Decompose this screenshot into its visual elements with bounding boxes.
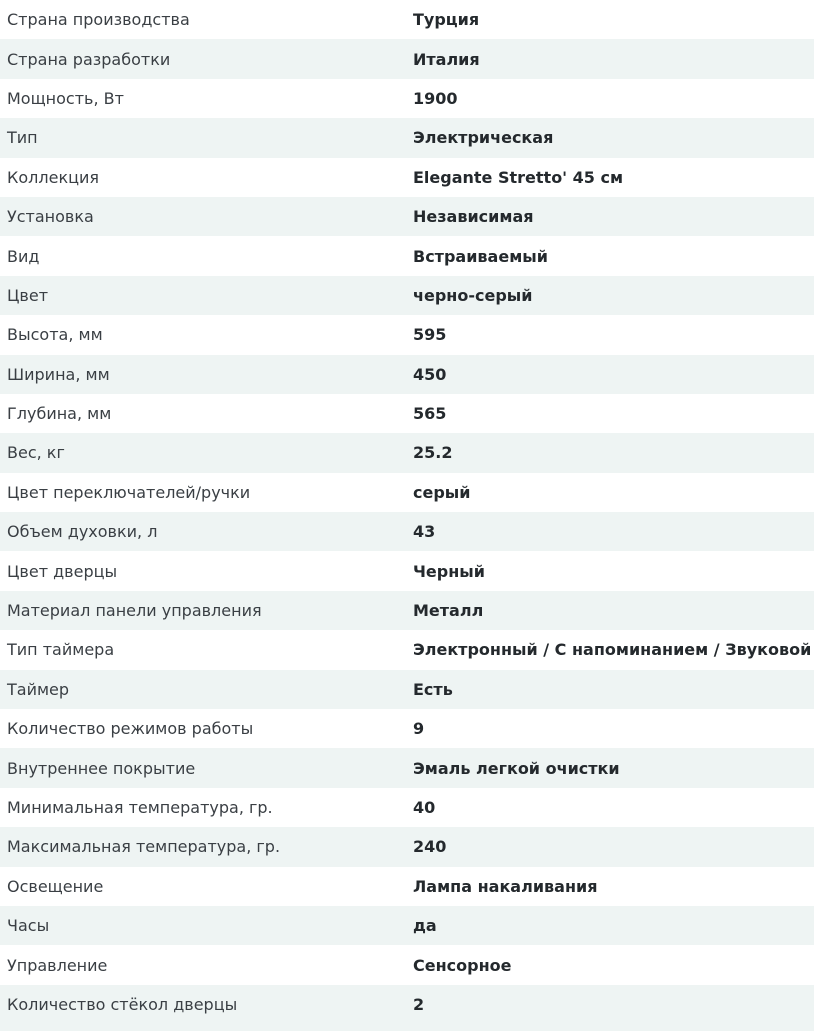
spec-row xyxy=(0,118,814,157)
spec-row xyxy=(0,473,814,512)
spec-row xyxy=(0,867,814,906)
spec-row xyxy=(0,158,814,197)
spec-label: Глубина, мм xyxy=(7,404,112,424)
spec-row xyxy=(0,315,814,354)
spec-value: Elegante Stretto' 45 см xyxy=(413,167,624,187)
spec-value: 565 xyxy=(413,404,447,424)
spec-value: да xyxy=(413,916,437,936)
spec-label: Количество режимов работы xyxy=(7,719,254,739)
spec-value: 1900 xyxy=(413,88,458,108)
spec-value: Электрическая xyxy=(413,128,554,148)
spec-label: Минимальная температура, гр. xyxy=(7,798,273,817)
spec-label: Мощность, Вт xyxy=(7,88,124,108)
spec-label: Часы xyxy=(7,916,50,936)
spec-label: Ширина, мм xyxy=(7,364,110,384)
spec-row xyxy=(0,79,814,118)
spec-value: Лампа накаливания xyxy=(413,876,598,896)
spec-row xyxy=(0,630,814,669)
spec-row xyxy=(0,355,814,394)
spec-label: Тип таймера xyxy=(7,640,115,660)
spec-value: 2 xyxy=(413,994,425,1014)
spec-label: Страна производства xyxy=(7,10,190,30)
spec-value: черно-серый xyxy=(413,285,533,305)
spec-value: 595 xyxy=(413,325,447,345)
spec-label: Высота, мм xyxy=(7,325,103,345)
spec-row xyxy=(0,276,814,315)
spec-label: Освещение xyxy=(7,876,104,896)
spec-label: Тип xyxy=(7,128,38,148)
spec-label: Коллекция xyxy=(7,167,100,187)
spec-label: Объем духовки, л xyxy=(7,522,158,542)
spec-label: Таймер xyxy=(7,679,70,699)
spec-value: Черный xyxy=(413,561,485,581)
spec-row xyxy=(0,236,814,275)
spec-value: Италия xyxy=(413,49,480,69)
spec-value: Металл xyxy=(413,601,484,621)
spec-value: 9 xyxy=(413,719,425,739)
table-bottom-stripe xyxy=(0,1024,814,1031)
spec-row xyxy=(0,670,814,709)
spec-value: Турция xyxy=(413,10,480,30)
spec-value: Сенсорное xyxy=(413,955,512,975)
spec-row xyxy=(0,433,814,472)
spec-value: 40 xyxy=(413,798,436,817)
spec-label: Вид xyxy=(7,246,40,266)
spec-value: Встраиваемый xyxy=(413,246,548,266)
spec-label: Установка xyxy=(7,207,94,227)
spec-label: Вес, кг xyxy=(7,443,65,463)
spec-value: Электронный / С напоминанием / Звуковой xyxy=(413,640,812,660)
spec-row xyxy=(0,0,814,39)
spec-label: Внутреннее покрытие xyxy=(7,758,196,778)
spec-value: Эмаль легкой очистки xyxy=(413,758,620,778)
spec-row xyxy=(0,39,814,78)
spec-row xyxy=(0,748,814,787)
spec-label: Максимальная температура, гр. xyxy=(7,837,281,857)
spec-label: Цвет xyxy=(7,285,49,305)
spec-row xyxy=(0,551,814,590)
spec-label: Цвет дверцы xyxy=(7,561,118,581)
spec-row xyxy=(0,197,814,236)
spec-row xyxy=(0,945,814,984)
spec-row xyxy=(0,591,814,630)
spec-row xyxy=(0,512,814,551)
spec-value: 450 xyxy=(413,364,447,384)
spec-value: 240 xyxy=(413,837,447,857)
spec-value: серый xyxy=(413,482,471,502)
spec-value: 43 xyxy=(413,522,436,542)
spec-label: Количество стёкол дверцы xyxy=(7,994,238,1014)
spec-value: Есть xyxy=(413,679,453,699)
spec-label: Цвет переключателей/ручки xyxy=(7,482,251,502)
spec-row xyxy=(0,394,814,433)
spec-label: Страна разработки xyxy=(7,49,171,69)
spec-row xyxy=(0,709,814,748)
spec-row xyxy=(0,827,814,866)
spec-label: Материал панели управления xyxy=(7,601,262,621)
spec-value: Независимая xyxy=(413,207,534,227)
spec-value: 25.2 xyxy=(413,443,453,463)
spec-row xyxy=(0,906,814,945)
spec-label: Управление xyxy=(7,955,108,975)
spec-row xyxy=(0,985,814,1024)
spec-row xyxy=(0,788,814,827)
